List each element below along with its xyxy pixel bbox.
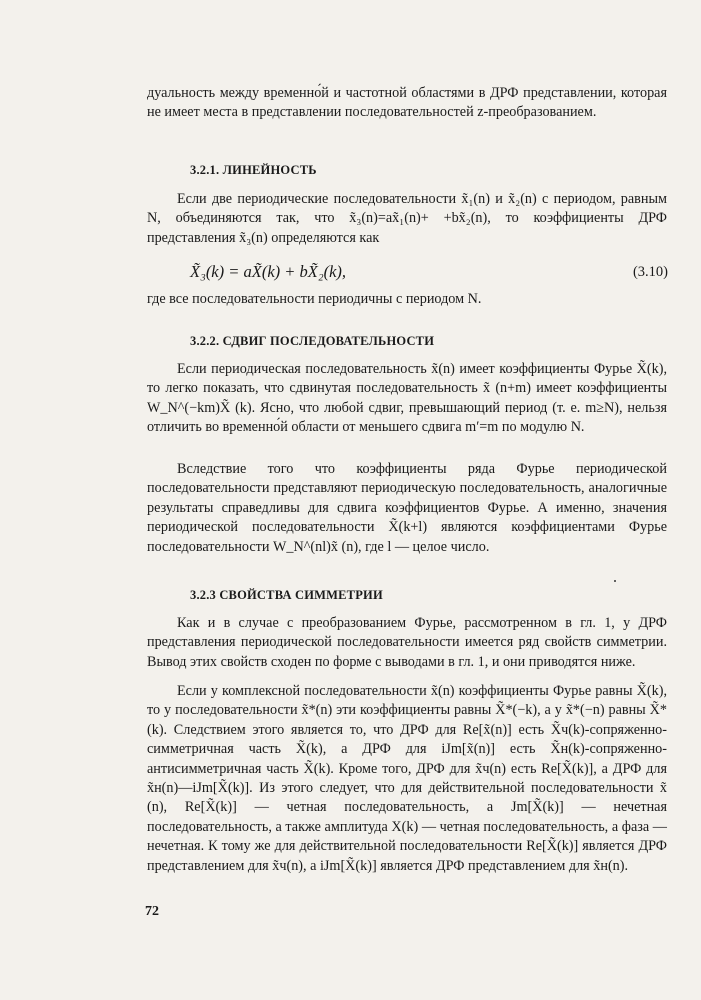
section-heading-symmetry: 3.2.3 СВОЙСТВА СИММЕТРИИ [190, 588, 383, 602]
page-number: 72 [145, 904, 159, 919]
intro-paragraph: дуальность между временно́й и частотной областями в ДРФ представлении, которая не имеет места в представлении последовательностей z-преобразованием. [147, 85, 667, 121]
symmetry-paragraph-1: Как и в случае с преобразованием Фурье, рассмотренном в гл. 1, у ДРФ представления периодической последовательности имеется ряд свойств симметрии. Вывод этих свойств сходен по форме с выводами в гл. 1, и они приводятся ниже. [147, 615, 667, 670]
print-speck [614, 580, 616, 582]
equation-number: (3.10) [632, 264, 668, 280]
section-heading-linearity: 3.2.1. ЛИНЕЙНОСТЬ [190, 163, 317, 177]
section-heading-shift: 3.2.2. СДВИГ ПОСЛЕДОВАТЕЛЬНОСТИ [190, 334, 435, 348]
equation-3-10: X̃₃(k) = aX̃(k) + bX̃₂(k), [190, 262, 347, 281]
shift-paragraph-2: Вследствие того что коэффициенты ряда Фурье периодической последовательности представляют периодическую последовательность, аналогичные результаты справедливы для сдвига коэффициентов Фурье. А именно, значения периодической последовательности X̃(k+l) являются коэффициентами Фурье последовательности W_N^(nl)x̃ (n), где l — целое число. [147, 461, 667, 555]
linearity-paragraph: Если две периодические последовательности x̃₁(n) и x̃₂(n) с периодом, равным N, объединяются так, что x̃₃(n)=ax̃₁(n)+ +bx̃₂(n), то коэффициенты ДРФ представления x̃₃(n) определяются как [147, 191, 667, 246]
symmetry-paragraph-2: Если у комплексной последовательности x̃(n) коэффициенты Фурье равны X̃(k), то у последовательности x̃*(n) эти коэффициенты равны X̃*(−k), а у x̃*(−n) равны X̃*(k). Следствием этого является то, что ДРФ для Re[x̃(n)] есть X̃ч(k)-сопряженно-симметричная часть X̃(k), а ДРФ для iJm[x̃(n)] есть X̃н(k)-сопряженно-антисимметричная часть X̃(k). Кроме того, ДРФ для x̃ч(n) есть Re[X̃(k)], а ДРФ для x̃н(n)—iJm[X̃(k)]. Из этого следует, что для действительной последовательности x̃ (n), Re[X̃(k)] — четная последовательность, а Jm[X̃(k)] — нечетная последовательность, а также амплитуда X(k) — четная последовательность, а фаза — нечетная. К тому же для действительной последовательности Re[X̃(k)] является ДРФ представлением для x̃ч(n), а iJm[X̃(k)] является ДРФ представлением для x̃н(n). [147, 683, 667, 874]
linearity-conclusion: где все последовательности периодичны с периодом N. [147, 291, 482, 307]
shift-paragraph-1: Если периодическая последовательность x̃(n) имеет коэффициенты Фурье X̃(k), то легко показать, что сдвинутая последовательность x̃ (n+m) имеет коэффициенты W_N^(−km)X̃ (k). Ясно, что любой сдвиг, превышающий период (т. е. m≥N), нельзя отличить во временно́й области от меньшего сдвига m′=m по модулю N. [147, 361, 667, 436]
